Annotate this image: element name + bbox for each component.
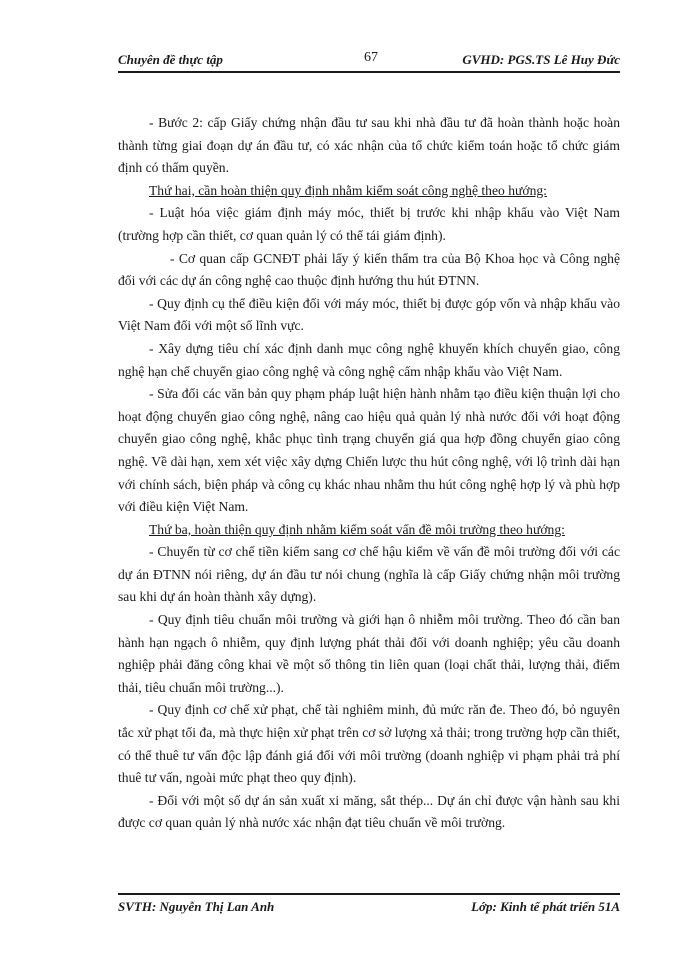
page-number: 67 [364,50,378,65]
section-heading-technology: Thứ hai, cần hoàn thiện quy định nhằm kiểm soát công nghệ theo hướng: [149,182,547,198]
footer-divider [118,893,620,895]
section-heading-environment: Thứ ba, hoàn thiện quy định nhằm kiểm soát vấn đề môi trường theo hướng: [149,521,565,537]
header-course-title: Chuyên đề thực tập [118,52,223,67]
footer-class: Lớp: Kinh tế phát triển 51A [471,899,620,914]
paragraph-list-item: - Đối với một số dự án sản xuất xi măng, sắt thép... Dự án chỉ được vận hành sau khi được cơ quan quản lý nhà nước xác nhận đạt tiêu chuẩn về môi trường. [118,792,620,831]
paragraph-list-item: - Cơ quan cấp GCNĐT phải lấy ý kiến thẩm tra của Bộ Khoa học và Công nghệ đối với các dự án công nghệ cao thuộc định hướng thu hút ĐTNN. [118,250,620,289]
paragraph-list-item: - Quy định cụ thể điều kiện đối với máy móc, thiết bị được góp vốn và nhập khẩu vào Việt Nam đối với một số lĩnh vực. [118,295,620,334]
paragraph-list-item: - Quy định cơ chế xử phạt, chế tài nghiêm minh, đủ mức răn đe. Theo đó, bỏ nguyên tắc xử phạt tối đa, mà thực hiện xử phạt trên cơ sở lượng xả thải; trong trường hợp cần thiết, có thể thuê tư vấn độc lập đánh giá đối với môi trường (doanh nghiệp vi phạm phải trả phí thuê tư vấn, ngoài mức phạt theo quy định). [118,702,620,786]
paragraph-list-item: - Sửa đổi các văn bản quy phạm pháp luật hiện hành nhằm tạo điều kiện thuận lợi cho hoạt động chuyển giao công nghệ, nâng cao hiệu quả quản lý nhà nước đối với hoạt động chuyển giao công nghệ, khắc phục tình trạng chuyển giá qua hợp đồng chuyển giao công nghệ. Về dài hạn, xem xét việc xây dựng Chiến lược thu hút công nghệ, với lộ trình dài hạn với chính sách, biện pháp và công cụ khác nhau nhằm thu hút công nghệ hợp lý và phù hợp với điều kiện Việt Nam. [118,386,620,515]
paragraph-list-item: - Quy định tiêu chuẩn môi trường và giới hạn ô nhiễm môi trường. Theo đó cần ban hành hạn ngạch ô nhiễm, quy định lượng phát thải đối với doanh nghiệp; yêu cầu doanh nghiệp phải đăng công khai về một số thông tin liên quan (loại chất thải, lượng thải, điểm thải, tiêu chuẩn môi trường...). [118,612,620,695]
paragraph-list-item: - Xây dựng tiêu chí xác định danh mục công nghệ khuyến khích chuyển giao, công nghệ hạn chế chuyển giao công nghệ và công nghệ cấm nhập khẩu vào Việt Nam. [118,340,620,379]
document-body [118,112,620,835]
header-divider [118,71,620,73]
header-supervisor: GVHD: PGS.TS Lê Huy Đức [462,52,620,67]
footer-student-name: SVTH: Nguyễn Thị Lan Anh [118,899,275,914]
page-header [118,50,620,70]
page-footer [118,899,620,917]
paragraph-list-item: - Luật hóa việc giám định máy móc, thiết bị trước khi nhập khẩu vào Việt Nam (trường hợp cần thiết, cơ quan quản lý có thể tái giám định). [118,205,620,243]
paragraph-list-item: - Chuyển từ cơ chế tiền kiểm sang cơ chế hậu kiểm về vấn đề môi trường đối với các dự án ĐTNN nói riêng, dự án đầu tư nói chung (nghĩa là cấp Giấy chứng nhận môi trường sau khi dự án hoàn thành xây dựng). [118,544,620,605]
paragraph-step-2: - Bước 2: cấp Giấy chứng nhận đầu tư sau khi nhà đầu tư đã hoàn thành hoặc hoàn thành từng giai đoạn dự án đầu tư, có xác nhận của tổ chức kiểm toán hoặc tổ chức giám định có thẩm quyền. [118,115,620,176]
